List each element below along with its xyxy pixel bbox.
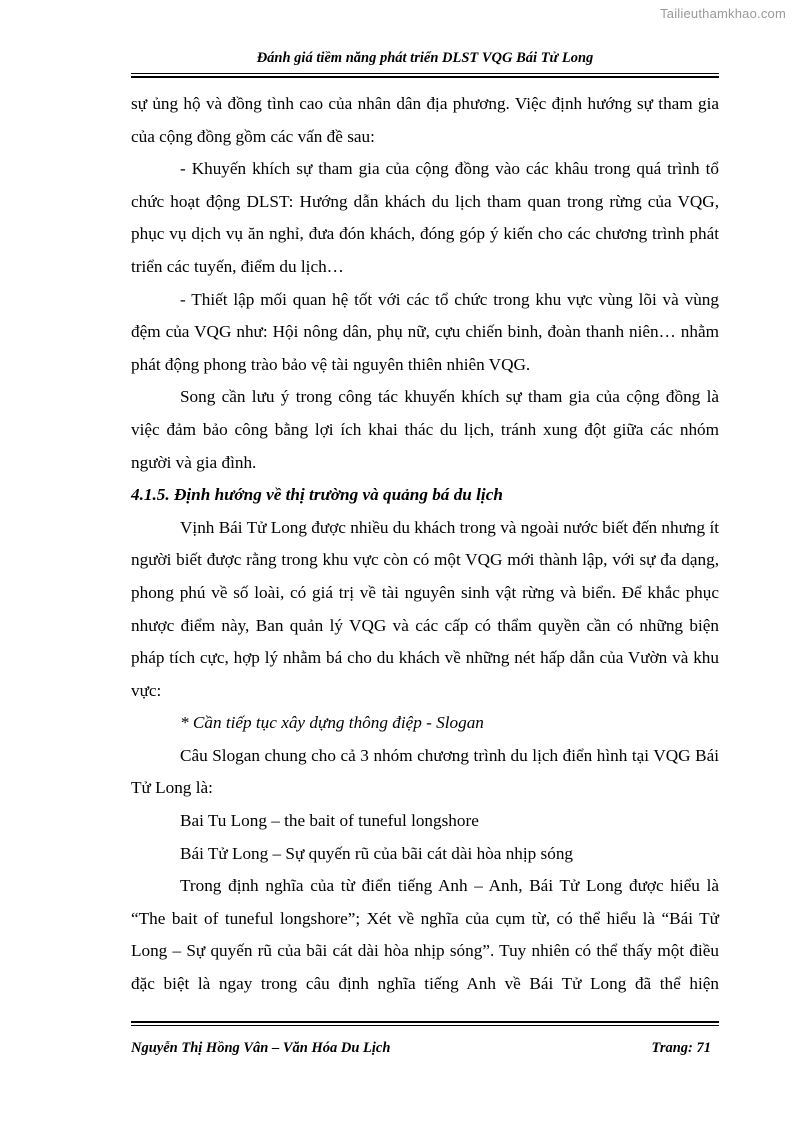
watermark: Tailieuthamkhao.com [660,6,786,21]
page-number: Trang: 71 [651,1040,711,1056]
slogan-english: Bai Tu Long – the bait of tuneful longshore [180,811,479,831]
slogan-vietnamese: Bái Tử Long – Sự quyến rũ của bãi cát dài hòa nhịp sóng [180,843,574,863]
header-rule-thin [131,73,719,74]
page-header-title: Đánh giá tiềm năng phát triển DLST VQG Bái Tử Long [256,50,594,66]
header-rule-thick [131,76,719,78]
paragraph: - Thiết lập mối quan hệ tốt với các tổ chức trong khu vực vùng lõi và vùng đệm của VQG như: Hội nông dân, phụ nữ, cựu chiến binh, đoàn thanh niên… nhằm phát động phong trào bảo vệ tài nguyên thiên nhiên VQG. [131,289,719,374]
subheading: * Cần tiếp tục xây dựng thông điệp - Slogan [180,713,484,733]
paragraph: Song cần lưu ý trong công tác khuyến khích sự tham gia của cộng đồng là việc đảm bảo công bằng lợi ích khai thác du lịch, tránh xung đột giữa các nhóm người và gia đình. [131,387,719,472]
paragraph: - Khuyến khích sự tham gia của cộng đồng vào các khâu trong quá trình tổ chức hoạt động DLST: Hướng dẫn khách du lịch tham quan trong rừng của VQG, phục vụ dịch vụ ăn nghỉ, đưa đón khách, đóng góp ý kiến cho các chương trình phát triển các tuyến, điểm du lịch… [131,159,719,276]
page-body [131,88,719,1001]
footer-author: Nguyễn Thị Hồng Vân – Văn Hóa Du Lịch [131,1040,391,1056]
paragraph: Vịnh Bái Tử Long được nhiều du khách trong và ngoài nước biết đến nhưng ít người biết được rằng trong khu vực còn có một VQG mới thành lập, với sự đa dạng, phong phú về số loài, có giá trị về tài nguyên sinh vật rừng và biển. Để khắc phục nhược điểm này, Ban quản lý VQG và các cấp có thẩm quyền cần có những biện pháp tích cực, hợp lý nhằm bá cho du khách về những nét hấp dẫn của Vườn và khu vực: [131,517,719,700]
footer-rule-thin [131,1025,719,1026]
footer-rule-thick [131,1021,719,1023]
paragraph: Trong định nghĩa của từ điển tiếng Anh – Anh, Bái Tử Long được hiểu là “The bait of tuneful longshore”; Xét về nghĩa của cụm từ, có thể hiểu là “Bái Tử Long – Sự quyến rũ của bãi cát dài hòa nhịp sóng”. Tuy nhiên có thể thấy một điều đặc biệt là ngay trong câu định nghĩa tiếng Anh về Bái Tử Long đã thể hiện [131,876,719,994]
paragraph: Câu Slogan chung cho cả 3 nhóm chương trình du lịch điển hình tại VQG Bái Tử Long là: [131,745,719,798]
paragraph: sự ủng hộ và đồng tình cao của nhân dân địa phương. Việc định hướng sự tham gia của cộng đồng gồm các vấn đề sau: [131,94,719,146]
section-heading: 4.1.5. Định hướng về thị trường và quảng bá du lịch [131,485,503,505]
page-footer [131,1040,719,1057]
